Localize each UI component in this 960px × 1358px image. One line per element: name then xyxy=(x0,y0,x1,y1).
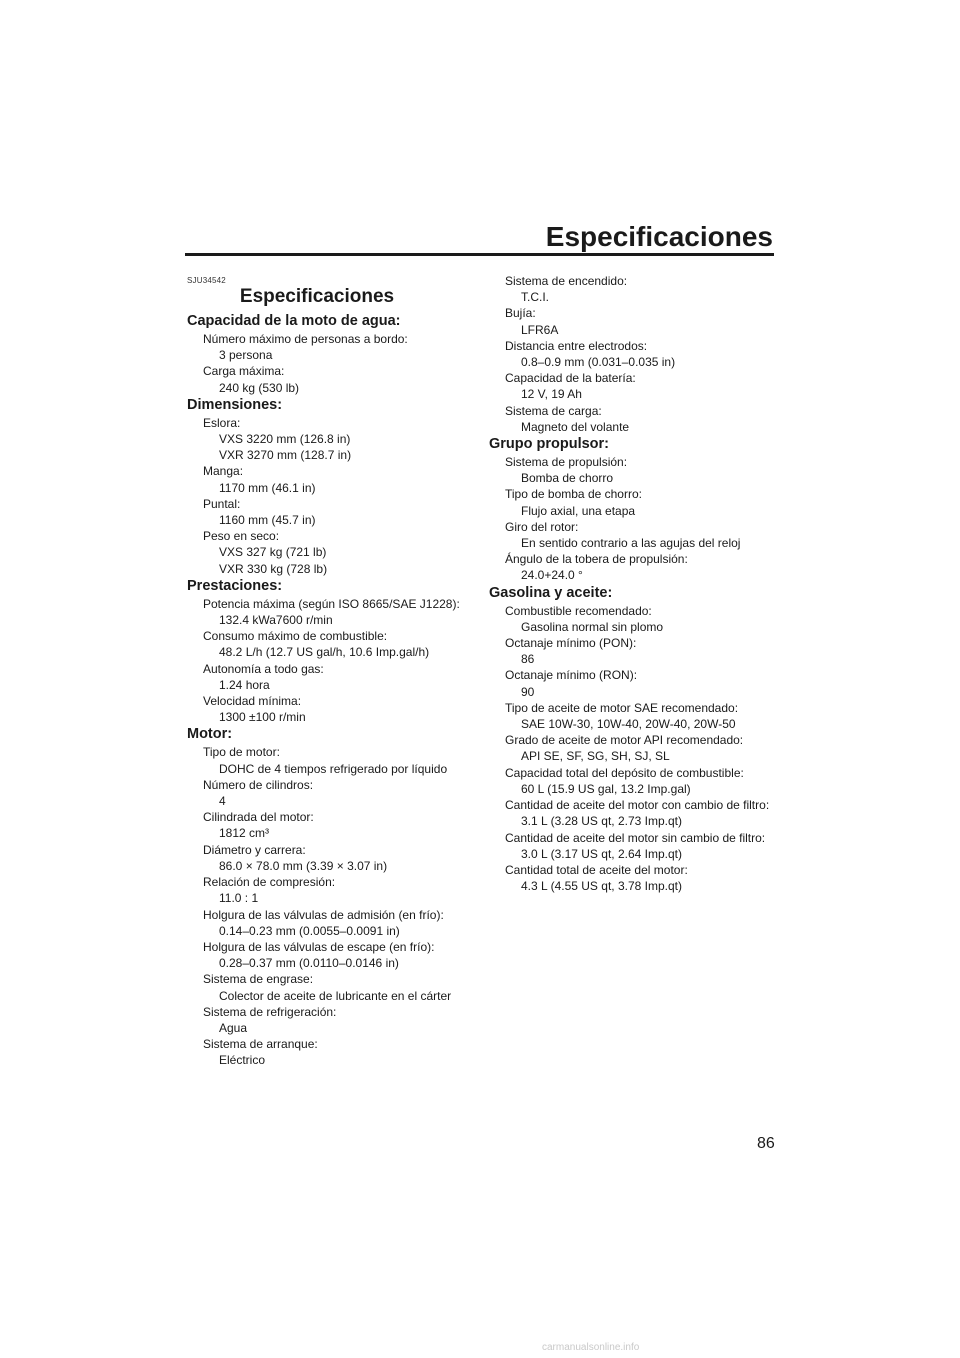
spec-label: Tipo de motor: xyxy=(203,745,280,760)
spec-value: 1.24 hora xyxy=(219,677,270,692)
spec-value: VXR 3270 mm (128.7 in) xyxy=(219,448,352,463)
spec-label: Número máximo de personas a bordo: xyxy=(203,332,408,346)
spec-value: Agua xyxy=(219,1020,248,1035)
spec-value: 4.3 L (4.55 US qt, 3.78 Imp.qt) xyxy=(521,879,682,894)
right-column xyxy=(489,273,789,894)
spec-value: 4 xyxy=(219,794,226,809)
page-header-title: Especificaciones xyxy=(545,221,773,252)
spec-label: Tipo de bomba de chorro: xyxy=(505,487,642,502)
spec-value: DOHC de 4 tiempos refrigerado por líquido xyxy=(219,761,448,776)
spec-value: 1170 mm (46.1 in) xyxy=(219,480,316,495)
spec-label: Octanaje mínimo (RON): xyxy=(505,668,638,683)
spec-label: Sistema de encendido: xyxy=(505,274,628,288)
spec-value: 11.0 : 1 xyxy=(219,891,259,906)
spec-label: Carga máxima: xyxy=(203,364,285,379)
section-heading: Capacidad de la moto de agua: xyxy=(187,313,401,329)
spec-value: Magneto del volante xyxy=(521,419,630,434)
spec-label: Cantidad de aceite del motor sin cambio de filtro: xyxy=(505,830,766,845)
spec-value: VXS 3220 mm (126.8 in) xyxy=(219,432,351,447)
spec-label: Puntal: xyxy=(203,496,241,511)
spec-value: Flujo axial, una etapa xyxy=(521,503,636,518)
spec-value: 1812 cm³ xyxy=(219,826,270,841)
section-heading: Gasolina y aceite: xyxy=(489,584,613,601)
spec-label: Capacidad total del depósito de combustible: xyxy=(505,765,744,780)
spec-value: En sentido contrario a las agujas del reloj xyxy=(521,536,741,551)
section-heading: Motor: xyxy=(187,726,233,743)
spec-value: 60 L (15.9 US gal, 13.2 Imp.gal) xyxy=(521,781,691,796)
spec-value: 48.2 L/h (12.7 US gal/h, 10.6 Imp.gal/h) xyxy=(219,645,430,660)
spec-value: 240 kg (530 lb) xyxy=(219,380,300,395)
spec-label: Potencia máxima (según ISO 8665/SAE J1228): xyxy=(203,596,460,611)
watermark: carmanualsonline.info xyxy=(542,1342,640,1353)
spec-value: VXS 327 kg (721 lb) xyxy=(219,545,327,560)
spec-value: 12 V, 19 Ah xyxy=(521,387,582,402)
spec-value: Eléctrico xyxy=(219,1053,266,1068)
spec-label: Combustible recomendado: xyxy=(505,603,652,618)
main-heading: Especificaciones xyxy=(239,286,395,307)
spec-label: Grado de aceite de motor API recomendado: xyxy=(505,733,744,748)
spec-label: Holgura de las válvulas de admisión (en frío): xyxy=(203,907,444,922)
spec-label: Autonomía a todo gas: xyxy=(203,661,324,676)
spec-label: Distancia entre electrodos: xyxy=(505,338,648,353)
spec-label: Velocidad mínima: xyxy=(203,694,302,709)
spec-label: Manga: xyxy=(203,464,244,479)
header-divider xyxy=(185,253,774,256)
spec-value: 1160 mm (45.7 in) xyxy=(219,513,316,528)
spec-label: Sistema de arranque: xyxy=(203,1037,318,1052)
spec-value: T.C.I. xyxy=(521,290,550,305)
spec-value: 0.14–0.23 mm (0.0055–0.0091 in) xyxy=(219,923,400,938)
spec-label: Diámetro y carrera: xyxy=(203,842,306,857)
spec-label: Peso en seco: xyxy=(203,529,280,544)
spec-label: Bujía: xyxy=(505,306,536,321)
spec-value: 1300 ±100 r/min xyxy=(219,710,306,725)
spec-label: Capacidad de la batería: xyxy=(505,371,636,386)
section-heading: Grupo propulsor: xyxy=(489,436,610,453)
left-column xyxy=(187,276,477,1069)
spec-label: Sistema de carga: xyxy=(505,403,602,418)
spec-value: 3.0 L (3.17 US qt, 2.64 Imp.qt) xyxy=(521,846,682,861)
spec-label: Sistema de refrigeración: xyxy=(203,1004,337,1019)
spec-label: Consumo máximo de combustible: xyxy=(203,629,388,644)
spec-value: LFR6A xyxy=(521,322,559,337)
section-heading: Dimensiones: xyxy=(187,396,283,413)
spec-label: Giro del rotor: xyxy=(505,519,579,534)
spec-label: Octanaje mínimo (PON): xyxy=(505,636,637,651)
spec-value: Gasolina normal sin plomo xyxy=(521,619,664,634)
spec-value: 86.0 × 78.0 mm (3.39 × 3.07 in) xyxy=(219,858,388,873)
spec-label: Número de cilindros: xyxy=(203,777,314,792)
spec-label: Sistema de engrase: xyxy=(203,972,314,987)
spec-label: Cantidad total de aceite del motor: xyxy=(505,862,688,877)
spec-value: Bomba de chorro xyxy=(521,471,614,486)
spec-label: Ángulo de la tobera de propulsión: xyxy=(505,552,688,567)
spec-value: SAE 10W-30, 10W-40, 20W-40, 20W-50 xyxy=(521,717,736,732)
spec-value: 90 xyxy=(521,684,535,699)
spec-value: 86 xyxy=(521,652,535,667)
spec-value: 132.4 kWa7600 r/min xyxy=(219,613,333,628)
spec-label: Cantidad de aceite del motor con cambio de filtro: xyxy=(505,798,770,813)
spec-label: Holgura de las válvulas de escape (en frío): xyxy=(203,939,435,954)
section-heading: Prestaciones: xyxy=(187,577,283,594)
spec-value: 3.1 L (3.28 US qt, 2.73 Imp.qt) xyxy=(521,814,682,829)
spec-value: API SE, SF, SG, SH, SJ, SL xyxy=(521,749,670,764)
spec-label: Relación de compresión: xyxy=(203,875,336,890)
spec-label: Eslora: xyxy=(203,415,241,430)
spec-label: Tipo de aceite de motor SAE recomendado: xyxy=(505,700,739,715)
spec-label: Cilindrada del motor: xyxy=(203,810,314,825)
spec-label: Sistema de propulsión: xyxy=(505,455,628,470)
page-number: 86 xyxy=(757,1135,775,1152)
section-code: SJU34542 xyxy=(187,276,226,285)
spec-value: 0.8–0.9 mm (0.031–0.035 in) xyxy=(521,355,676,370)
spec-value: Colector de aceite de lubricante en el cárter xyxy=(219,988,452,1003)
spec-value: 24.0+24.0 ° xyxy=(521,568,583,583)
spec-value: VXR 330 kg (728 lb) xyxy=(219,561,328,576)
spec-value: 0.28–0.37 mm (0.0110–0.0146 in) xyxy=(219,956,399,971)
spec-value: 3 persona xyxy=(219,348,273,363)
